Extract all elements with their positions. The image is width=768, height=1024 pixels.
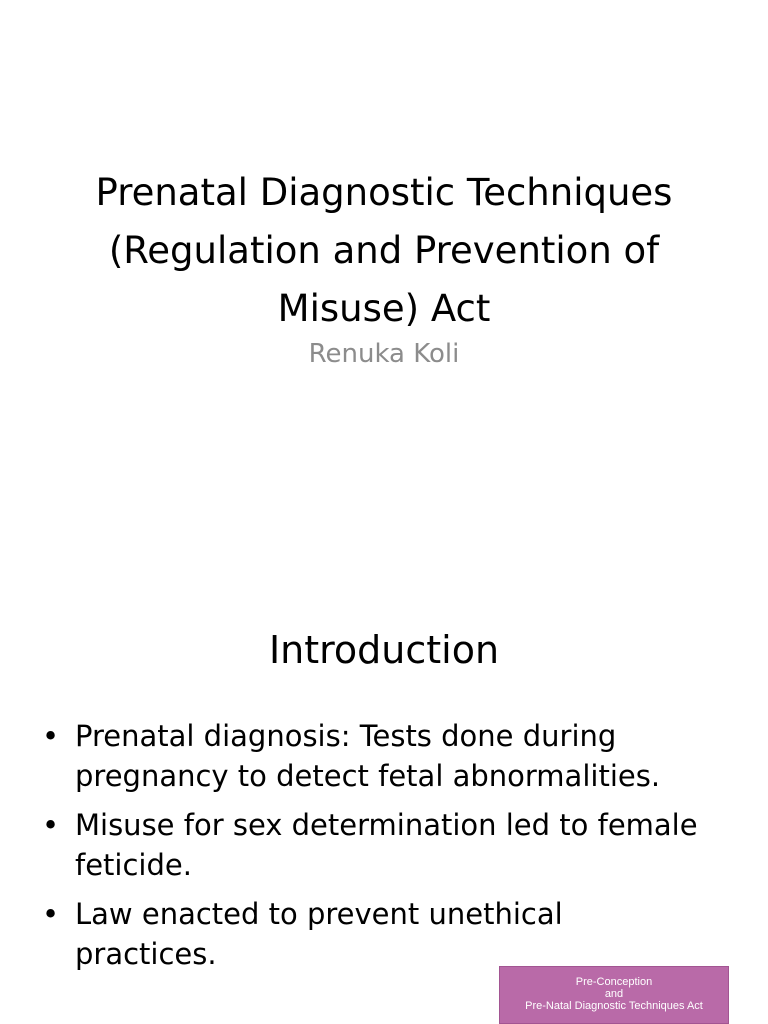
slide-title (40, 164, 728, 338)
banner-line: and (604, 988, 624, 1000)
bullet-text: Prenatal diagnosis: Tests done during pregnancy to detect fetal abnormalities. (75, 719, 661, 793)
bullet-item (40, 805, 700, 885)
slide-title-line: Prenatal Diagnostic Techniques (95, 171, 673, 214)
slide-title-line: (Regulation and Prevention of (108, 229, 660, 272)
bullet-text: Misuse for sex determination led to female feticide. (75, 808, 698, 882)
bullet-icon: • (42, 897, 60, 931)
bullet-list (40, 716, 700, 983)
section-title: Introduction (268, 628, 500, 672)
bullet-item (40, 894, 700, 974)
bullet-icon: • (42, 719, 60, 753)
bullet-text: Law enacted to prevent unethical practices. (75, 897, 563, 971)
banner-line: Pre-Natal Diagnostic Techniques Act (525, 1000, 703, 1012)
banner-line: Pre-Conception (575, 976, 653, 988)
slide-title-line: Misuse) Act (277, 287, 491, 330)
bullet-icon: • (42, 808, 60, 842)
act-banner-image (499, 966, 729, 1024)
slide-subtitle-author: Renuka Koli (308, 339, 460, 369)
bullet-item (40, 716, 700, 796)
